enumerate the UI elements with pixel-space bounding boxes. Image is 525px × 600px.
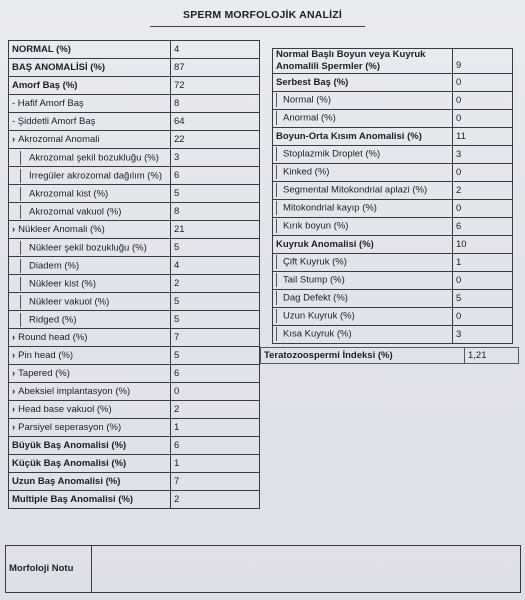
row-label-cell	[273, 109, 453, 127]
row-value: 8	[171, 95, 260, 113]
row-value: 9	[453, 49, 513, 74]
row-label: Kinked (%)	[283, 166, 330, 178]
sub-item-marker	[276, 201, 281, 215]
row-value: 0	[171, 383, 260, 401]
row-label-cell	[9, 185, 171, 203]
sub-item-marker	[276, 111, 281, 125]
table-row	[9, 329, 260, 347]
table-row	[9, 95, 260, 113]
row-label-cell	[273, 73, 453, 91]
row-label: Akrozomal kist (%)	[29, 188, 109, 200]
table-row	[273, 289, 513, 307]
row-label: NORMAL (%)	[12, 43, 71, 55]
teratozoospermia-index-table	[260, 347, 519, 364]
row-value: 2	[171, 275, 260, 293]
row-label-cell	[9, 329, 171, 347]
row-label-cell	[273, 235, 453, 253]
row-label: Tail Stump (%)	[283, 274, 345, 286]
row-label: Büyük Baş Anomalisi (%)	[12, 439, 127, 451]
neck-tail-anomaly-table	[272, 48, 513, 344]
row-label-cell	[9, 365, 171, 383]
row-label: Diadem (%)	[29, 260, 80, 272]
row-label-cell	[9, 293, 171, 311]
table-row	[9, 59, 260, 77]
table-row	[9, 203, 260, 221]
row-value: 1	[171, 455, 260, 473]
row-label: Akrozomal Anomali	[18, 133, 100, 145]
row-label-cell	[9, 401, 171, 419]
row-value: 6	[453, 217, 513, 235]
table-row	[9, 275, 260, 293]
row-value: 5	[171, 311, 260, 329]
row-label: Segmental Mitokondrial aplazi (%)	[283, 184, 428, 196]
row-value: 1	[171, 419, 260, 437]
row-label-cell	[9, 257, 171, 275]
row-label: Nükleer vakuol (%)	[29, 296, 110, 308]
table-row	[9, 113, 260, 131]
row-label-cell	[9, 203, 171, 221]
row-label: Multiple Baş Anomalisi (%)	[12, 493, 134, 505]
row-label: Nükleer şekil bozukluğu (%)	[29, 242, 147, 254]
table-row	[273, 271, 513, 289]
table-row	[273, 253, 513, 271]
sub-item-marker	[276, 327, 281, 341]
row-value: 0	[453, 199, 513, 217]
table-row	[273, 145, 513, 163]
row-label: Uzun Kuyruk (%)	[283, 310, 355, 322]
sub-item-marker	[276, 273, 281, 287]
row-label-cell	[9, 221, 171, 239]
row-value: 7	[171, 329, 260, 347]
row-value: 0	[453, 73, 513, 91]
row-value: 1	[453, 253, 513, 271]
sub-item-marker	[12, 151, 21, 165]
row-label: Round head (%)	[18, 331, 88, 343]
row-value: 11	[453, 127, 513, 145]
row-value: 6	[171, 437, 260, 455]
row-label: Head base vakuol (%)	[18, 403, 112, 415]
row-label: Serbest Baş (%)	[276, 76, 349, 88]
table-row	[9, 419, 260, 437]
table-row	[273, 199, 513, 217]
table-row	[9, 491, 260, 509]
row-label-cell	[273, 181, 453, 199]
row-label-cell	[9, 311, 171, 329]
row-label-cell	[9, 131, 171, 149]
table-row	[261, 348, 519, 364]
sub-item-marker	[276, 93, 281, 107]
row-value: 4	[171, 41, 260, 59]
row-value: 4	[171, 257, 260, 275]
row-value: 3	[453, 145, 513, 163]
sub-item-marker	[12, 295, 21, 309]
row-label-cell	[273, 307, 453, 325]
row-value: 6	[171, 365, 260, 383]
row-value: 2	[171, 491, 260, 509]
sub-item-marker	[276, 255, 281, 269]
sub-item-marker	[276, 165, 281, 179]
row-value: 0	[453, 109, 513, 127]
row-label-cell	[273, 91, 453, 109]
row-label-cell	[9, 77, 171, 95]
row-value: 7	[171, 473, 260, 491]
table-row	[273, 217, 513, 235]
table-row	[9, 77, 260, 95]
chevron-right-icon: ›	[12, 385, 16, 397]
row-label: Normal Başlı Boyun veya Kuyruk Anomalili Spermler (%)	[273, 49, 453, 74]
sub-item-marker	[276, 183, 281, 197]
row-value: 3	[171, 149, 260, 167]
row-label-cell	[9, 149, 171, 167]
row-value: 2	[453, 181, 513, 199]
row-label-cell	[9, 59, 171, 77]
notes-field[interactable]	[92, 546, 521, 593]
row-label-cell	[9, 167, 171, 185]
chevron-right-icon: ›	[12, 349, 16, 361]
sub-item-marker	[276, 291, 281, 305]
row-label-cell	[273, 325, 453, 343]
row-label: Nükleer Anomali (%)	[18, 223, 105, 235]
row-label: BAŞ ANOMALİSİ (%)	[12, 61, 106, 73]
table-row	[273, 163, 513, 181]
row-label-cell	[9, 383, 171, 401]
row-value: 2	[171, 401, 260, 419]
row-label: Pin head (%)	[18, 349, 74, 361]
sub-item-marker	[12, 313, 21, 327]
row-label: Ridged (%)	[29, 314, 77, 326]
row-label: - Şiddetli Amorf Baş	[12, 115, 96, 127]
row-value: 0	[453, 307, 513, 325]
table-row	[9, 149, 260, 167]
row-label: Tapered (%)	[18, 367, 70, 379]
table-row	[273, 49, 513, 74]
row-value: 5	[453, 289, 513, 307]
table-row	[273, 109, 513, 127]
row-value: 5	[171, 239, 260, 257]
table-row	[273, 91, 513, 109]
table-row	[9, 383, 260, 401]
row-value: 3	[453, 325, 513, 343]
chevron-right-icon: ›	[12, 403, 16, 415]
row-label-cell	[9, 437, 171, 455]
table-row	[273, 127, 513, 145]
row-label-cell	[9, 239, 171, 257]
row-label: Kırık boyun (%)	[283, 220, 349, 232]
row-label: Çift Kuyruk (%)	[283, 256, 347, 268]
row-label-cell	[273, 217, 453, 235]
sub-item-marker	[276, 219, 281, 233]
row-label: Abeksiel implantasyon (%)	[18, 385, 131, 397]
table-row	[9, 365, 260, 383]
row-label-cell	[9, 419, 171, 437]
table-row	[273, 235, 513, 253]
chevron-right-icon: ›	[12, 367, 16, 379]
table-row	[9, 257, 260, 275]
row-label: Amorf Baş (%)	[12, 79, 78, 91]
table-row	[9, 311, 260, 329]
chevron-right-icon: ›	[12, 331, 16, 343]
row-label-cell	[9, 491, 171, 509]
row-label-cell	[9, 95, 171, 113]
row-value: 5	[171, 185, 260, 203]
row-value: 22	[171, 131, 260, 149]
report-title: SPERM MORFOLOJİK ANALİZİ	[183, 9, 342, 21]
row-value: 87	[171, 59, 260, 77]
row-label: Boyun-Orta Kısım Anomalisi (%)	[276, 130, 422, 142]
row-label-cell	[273, 127, 453, 145]
table-row	[9, 401, 260, 419]
row-label: Anormal (%)	[283, 112, 336, 124]
row-label: Küçük Baş Anomalisi (%)	[12, 457, 127, 469]
row-value: 8	[171, 203, 260, 221]
row-value: 0	[453, 163, 513, 181]
sub-item-marker	[12, 277, 21, 291]
morphology-notes-table	[5, 545, 521, 593]
row-label-cell	[9, 473, 171, 491]
head-anomaly-table	[8, 40, 260, 509]
row-value: 72	[171, 77, 260, 95]
terato-label: Teratozoospermi İndeksi (%)	[261, 348, 465, 364]
table-row	[9, 293, 260, 311]
row-label-cell	[9, 347, 171, 365]
sub-item-marker	[12, 205, 21, 219]
row-label: Akrozomal vakuol (%)	[29, 206, 122, 218]
row-label-cell	[9, 113, 171, 131]
chevron-right-icon: ›	[12, 133, 16, 145]
table-row	[9, 221, 260, 239]
row-value: 6	[171, 167, 260, 185]
chevron-right-icon: ›	[12, 223, 16, 235]
row-value: 64	[171, 113, 260, 131]
row-label: İrregüler akrozomal dağılım (%)	[29, 170, 163, 182]
table-row	[9, 437, 260, 455]
sub-item-marker	[12, 259, 21, 273]
table-row	[9, 455, 260, 473]
row-label-cell	[273, 163, 453, 181]
row-value: 5	[171, 347, 260, 365]
table-row	[273, 307, 513, 325]
table-row	[9, 239, 260, 257]
terato-value: 1,21	[465, 348, 519, 364]
row-label-cell	[9, 41, 171, 59]
row-label: Akrozomal şekil bozukluğu (%)	[29, 152, 159, 164]
table-row	[9, 167, 260, 185]
row-label-cell	[273, 199, 453, 217]
row-value: 0	[453, 271, 513, 289]
table-row	[6, 546, 521, 593]
title-underline	[150, 26, 365, 27]
table-row	[9, 131, 260, 149]
row-label: Normal (%)	[283, 94, 332, 106]
row-label-cell	[9, 455, 171, 473]
sub-item-marker	[12, 241, 21, 255]
row-label-cell	[273, 289, 453, 307]
row-label: Kısa Kuyruk (%)	[283, 328, 352, 340]
row-label: - Hafif Amorf Baş	[12, 97, 84, 109]
sub-item-marker	[12, 187, 21, 201]
row-value: 0	[453, 91, 513, 109]
table-row	[9, 185, 260, 203]
table-row	[9, 473, 260, 491]
table-row	[273, 181, 513, 199]
row-label: Dag Defekt (%)	[283, 292, 348, 304]
row-label: Stoplazmik Droplet (%)	[283, 148, 381, 160]
chevron-right-icon: ›	[12, 421, 16, 433]
row-label-cell	[273, 253, 453, 271]
row-label-cell	[273, 271, 453, 289]
table-row	[9, 41, 260, 59]
row-label: Mitokondrial kayıp (%)	[283, 202, 377, 214]
row-value: 21	[171, 221, 260, 239]
sub-item-marker	[276, 309, 281, 323]
sub-item-marker	[12, 169, 21, 183]
row-label-cell	[9, 275, 171, 293]
row-value: 5	[171, 293, 260, 311]
row-label: Kuyruk Anomalisi (%)	[276, 238, 374, 250]
row-label: Nükleer kist (%)	[29, 278, 97, 290]
notes-label: Morfoloji Notu	[6, 546, 92, 593]
table-row	[9, 347, 260, 365]
row-value: 10	[453, 235, 513, 253]
sub-item-marker	[276, 147, 281, 161]
table-row	[273, 325, 513, 343]
table-row	[273, 73, 513, 91]
row-label: Uzun Baş Anomalisi (%)	[12, 475, 121, 487]
row-label-cell	[273, 145, 453, 163]
row-label: Parsiyel seperasyon (%)	[18, 421, 122, 433]
